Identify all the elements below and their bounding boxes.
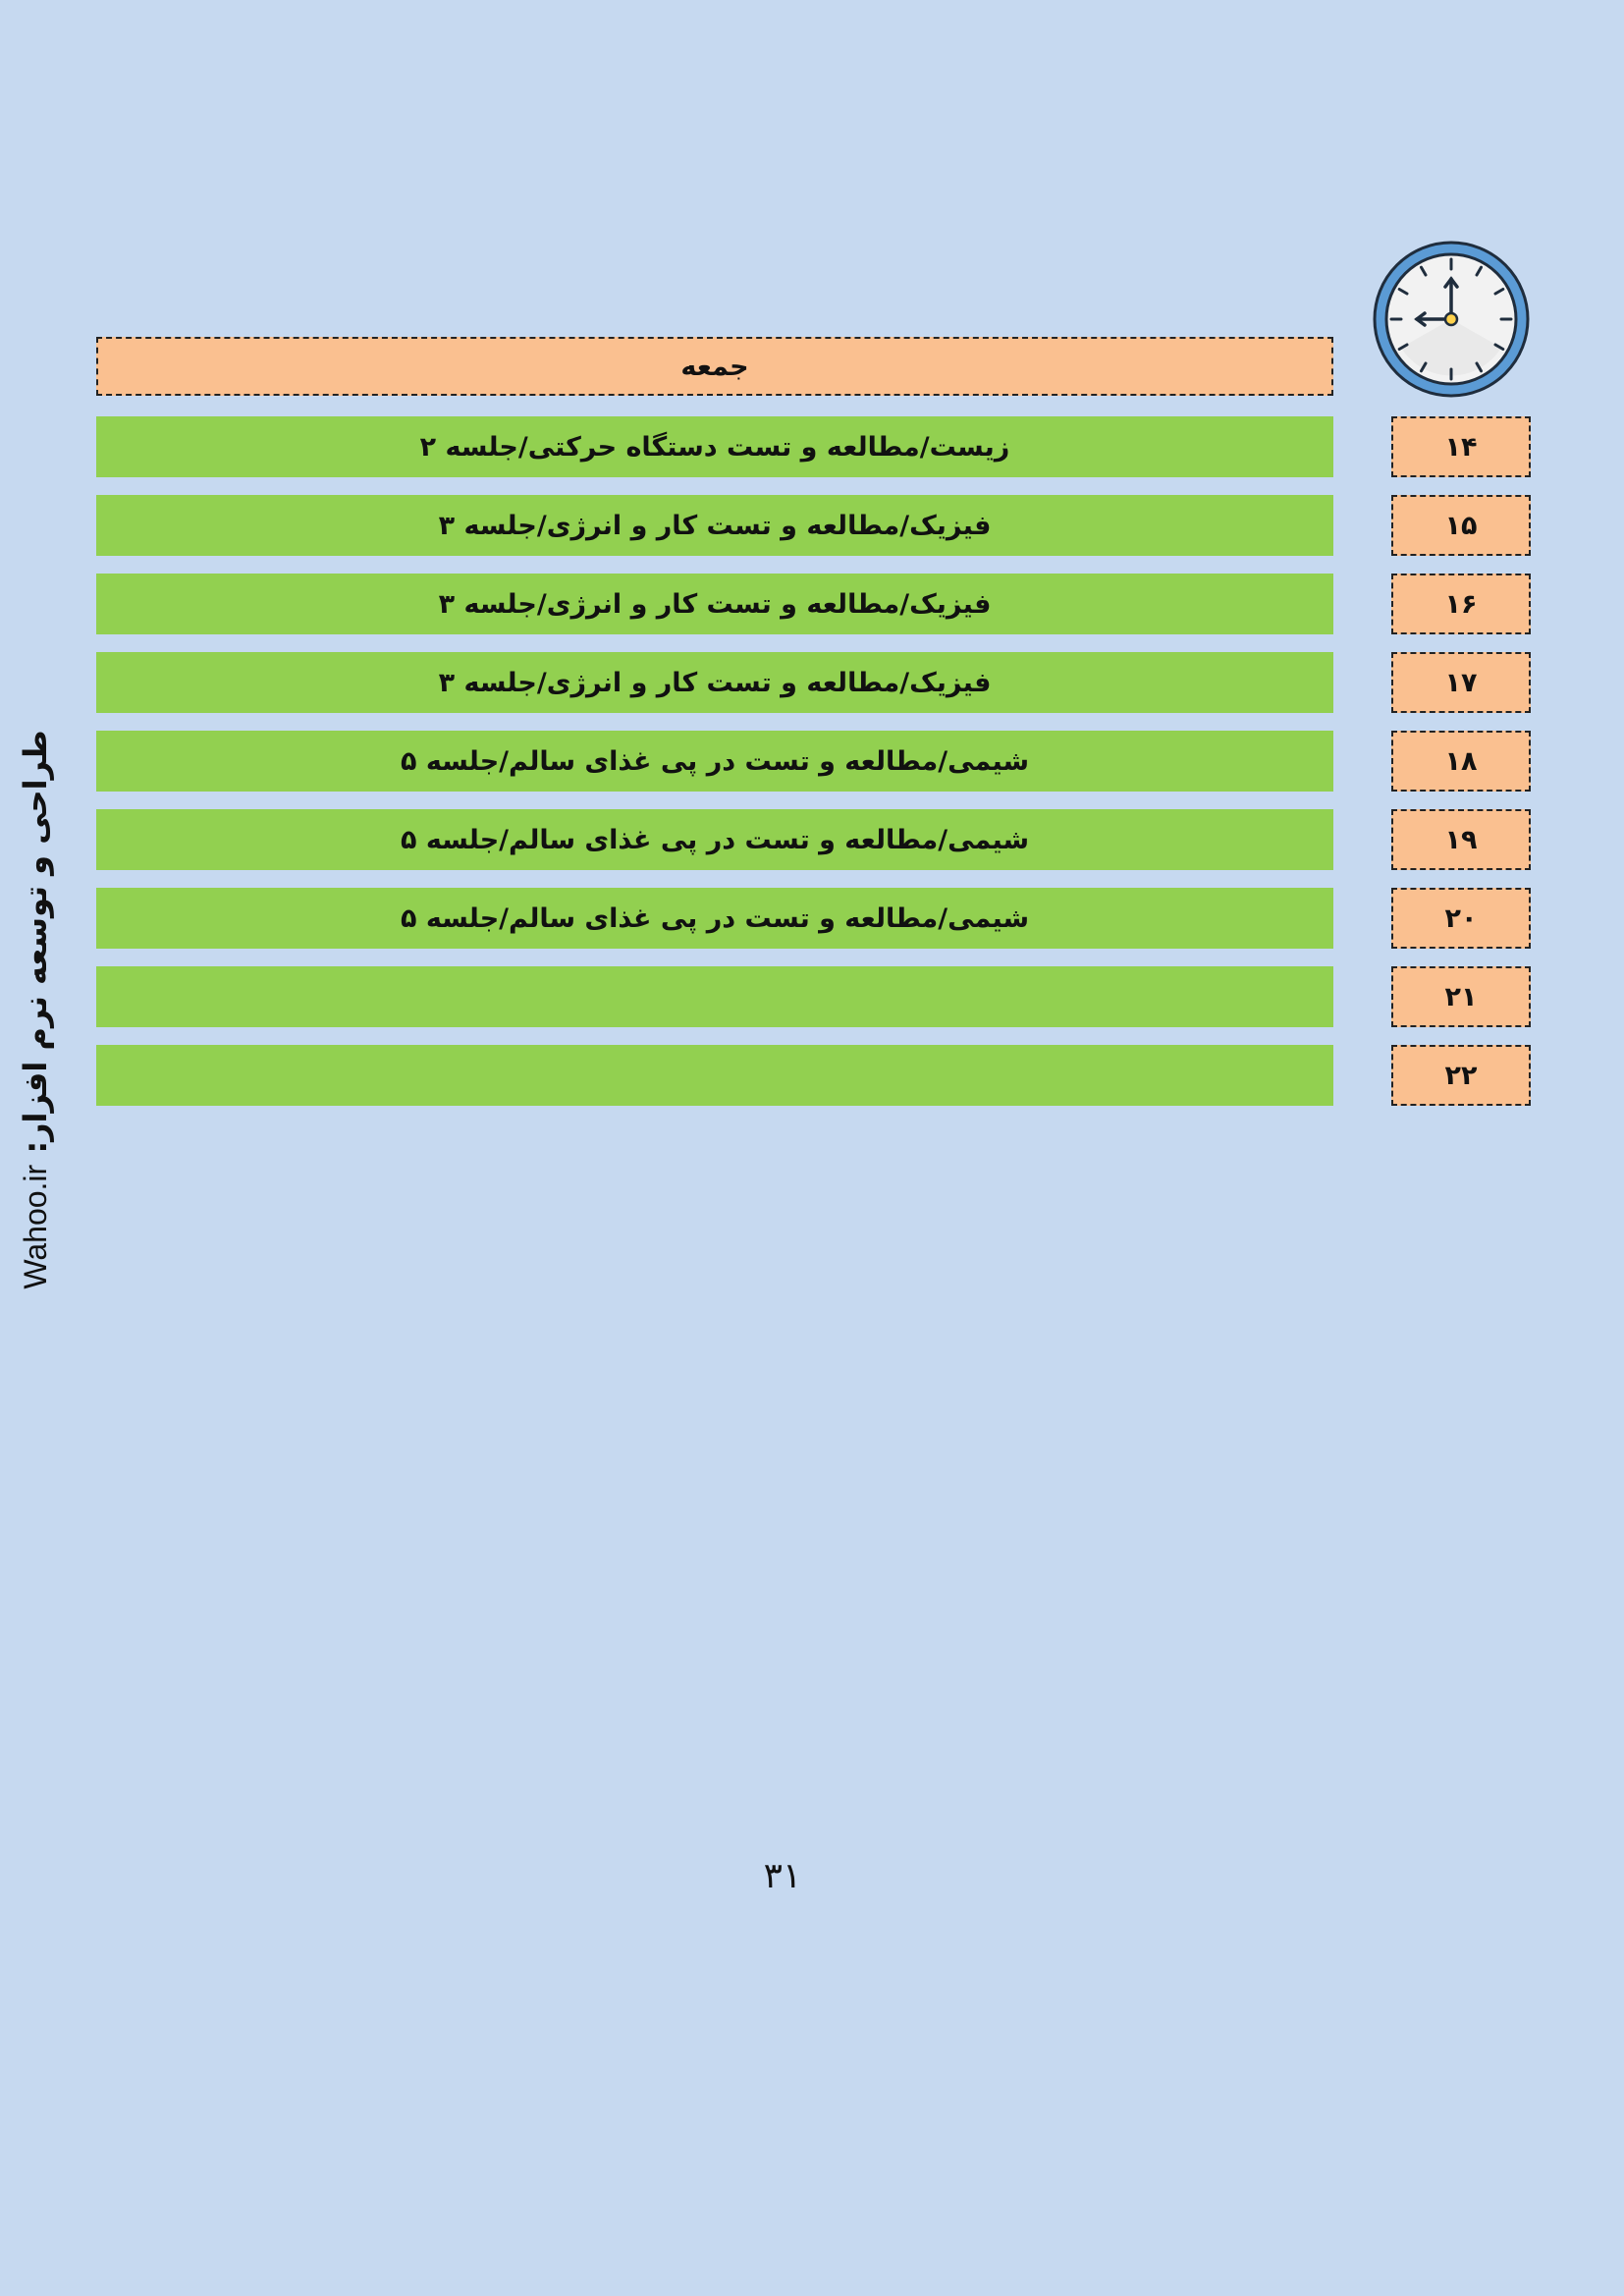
task-cell: فیزیک/مطالعه و تست کار و انرژی/جلسه ۳ <box>96 574 1333 634</box>
schedule-row <box>0 416 1624 477</box>
task-cell: فیزیک/مطالعه و تست کار و انرژی/جلسه ۳ <box>96 652 1333 713</box>
schedule-row <box>0 888 1624 949</box>
hour-cell: ۲۰ <box>1391 888 1531 949</box>
hour-cell: ۱۵ <box>1391 495 1531 556</box>
schedule-row <box>0 1045 1624 1106</box>
credit-label: طراحی و توسعه نرم افزار: <box>17 730 54 1154</box>
schedule-row <box>0 966 1624 1027</box>
hour-cell: ۱۶ <box>1391 574 1531 634</box>
hour-cell: ۱۹ <box>1391 809 1531 870</box>
hour-cell: ۱۴ <box>1391 416 1531 477</box>
schedule-row <box>0 652 1624 713</box>
schedule-row <box>0 574 1624 634</box>
page-number: ۳۱ <box>763 1856 802 1896</box>
task-cell <box>96 966 1333 1027</box>
side-credit <box>17 730 54 1288</box>
schedule-row <box>0 809 1624 870</box>
day-header: جمعه <box>96 337 1333 396</box>
schedule-row <box>0 495 1624 556</box>
task-cell: فیزیک/مطالعه و تست کار و انرژی/جلسه ۳ <box>96 495 1333 556</box>
task-cell: زیست/مطالعه و تست دستگاه حرکتی/جلسه ۲ <box>96 416 1333 477</box>
clock-icon <box>1372 240 1531 399</box>
task-cell: شیمی/مطالعه و تست در پی غذای سالم/جلسه ۵ <box>96 731 1333 792</box>
schedule-row <box>0 731 1624 792</box>
task-cell: شیمی/مطالعه و تست در پی غذای سالم/جلسه ۵ <box>96 809 1333 870</box>
credit-site[interactable]: Wahoo.ir <box>18 1164 53 1289</box>
hour-cell: ۲۱ <box>1391 966 1531 1027</box>
hour-cell: ۲۲ <box>1391 1045 1531 1106</box>
task-cell: شیمی/مطالعه و تست در پی غذای سالم/جلسه ۵ <box>96 888 1333 949</box>
task-cell <box>96 1045 1333 1106</box>
hour-cell: ۱۸ <box>1391 731 1531 792</box>
hour-cell: ۱۷ <box>1391 652 1531 713</box>
